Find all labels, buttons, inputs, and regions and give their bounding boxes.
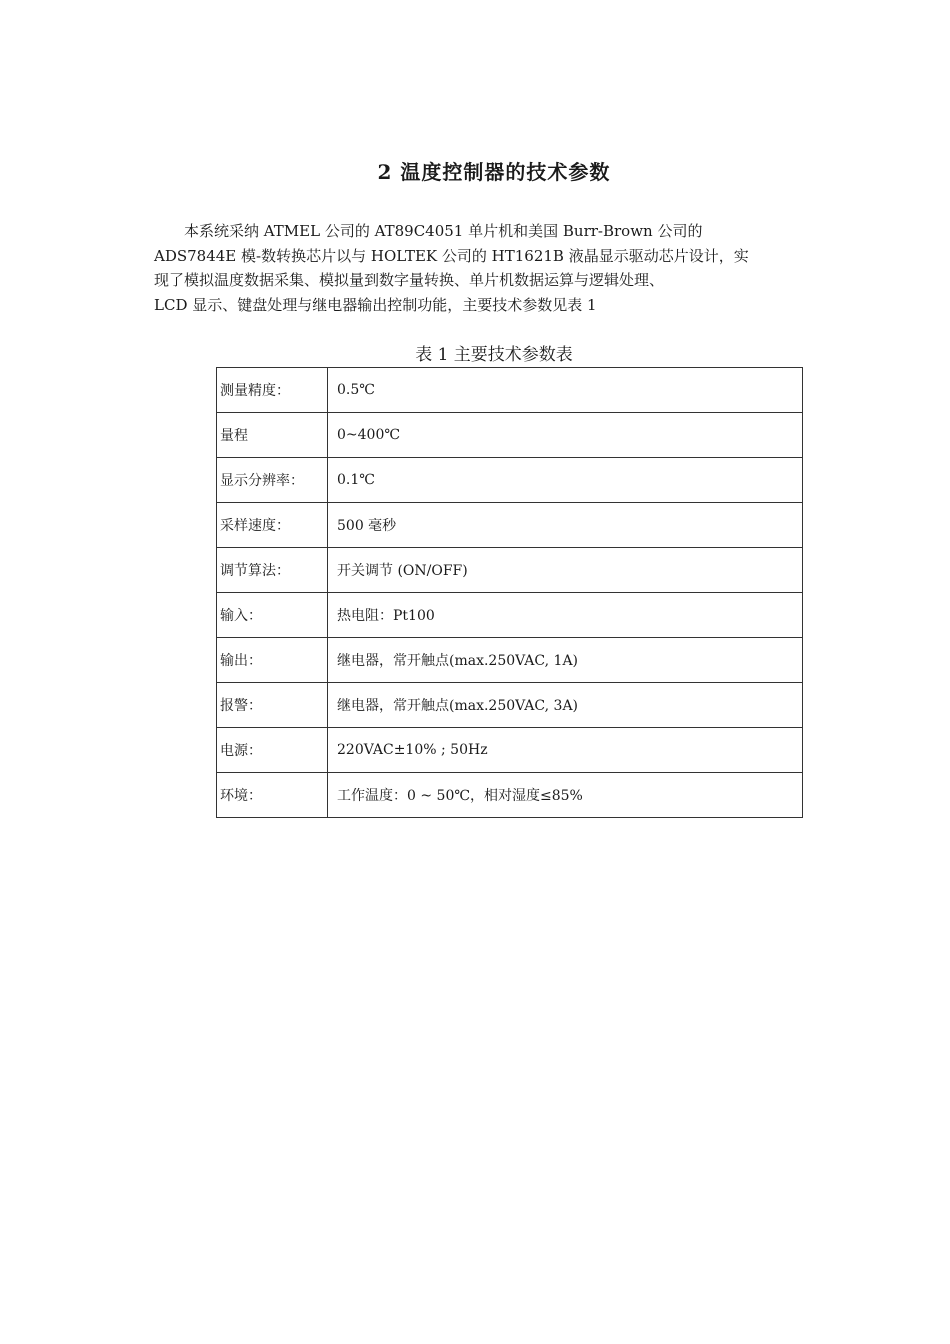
param-name: 量程: [217, 413, 328, 458]
table-row: [217, 413, 803, 458]
table-row: [217, 548, 803, 593]
table-row: [217, 368, 803, 413]
param-name: 采样速度：: [217, 503, 328, 548]
paragraph-line: 本系统采纳 ATMEL 公司的 AT89C4051 单片机和美国 Burr-Brown 公司的: [184, 222, 703, 240]
table-row: [217, 458, 803, 503]
param-value: 0.1℃: [328, 458, 803, 503]
param-value: 开关调节 (ON/OFF): [328, 548, 803, 593]
param-name: 调节算法：: [217, 548, 328, 593]
param-value: 继电器，常开触点(max.250VAC, 1A): [328, 638, 803, 683]
table-row: [217, 728, 803, 773]
table-row: [217, 503, 803, 548]
table-row: [217, 593, 803, 638]
paragraph-line: LCD 显示、键盘处理与继电器输出控制功能，主要技术参数见表 1: [154, 295, 597, 314]
paragraph-line: 现了模拟温度数据采集、模拟量到数字量转换、单片机数据运算与逻辑处理、: [154, 271, 665, 289]
param-value: 0.5℃: [328, 368, 803, 413]
param-name: 电源：: [217, 728, 328, 773]
section-heading: 2 温度控制器的技术参数: [377, 160, 611, 184]
spec-table: [216, 367, 803, 818]
table-caption: 表 1 主要技术参数表: [415, 345, 573, 365]
param-value: 500 毫秒: [328, 503, 803, 548]
param-name: 输入：: [217, 593, 328, 638]
param-name: 环境：: [217, 773, 328, 818]
param-name: 显示分辨率：: [217, 458, 328, 503]
param-name: 报警：: [217, 683, 328, 728]
param-value: 220VAC±10% ; 50Hz: [328, 728, 803, 773]
param-value: 热电阻：Pt100: [328, 593, 803, 638]
paragraph-line: ADS7844E 模-数转换芯片以与 HOLTEK 公司的 HT1621B 液晶显示驱动芯片设计，实: [154, 246, 749, 265]
param-value: 0~400℃: [328, 413, 803, 458]
table-row: [217, 773, 803, 818]
param-name: 输出：: [217, 638, 328, 683]
table-row: [217, 683, 803, 728]
param-value: 继电器，常开触点(max.250VAC, 3A): [328, 683, 803, 728]
param-value: 工作温度：0 ~ 50℃，相对湿度≤85%: [328, 773, 803, 818]
body-paragraph: [154, 219, 844, 317]
param-name: 测量精度：: [217, 368, 328, 413]
table-row: [217, 638, 803, 683]
